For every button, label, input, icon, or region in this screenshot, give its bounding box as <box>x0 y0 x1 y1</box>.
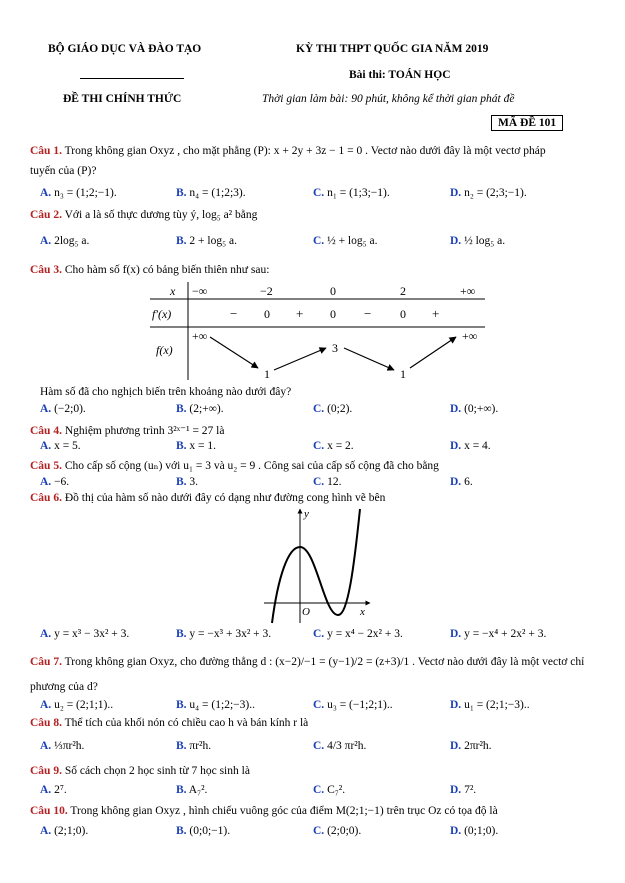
ministry-name: BỘ GIÁO DỤC VÀ ĐÀO TẠO <box>48 43 202 55</box>
vt-zero-3: 0 <box>400 307 406 321</box>
q10-option-a[interactable]: A. (2;1;0). <box>40 825 89 837</box>
exam-name: KỲ THI THPT QUỐC GIA NĂM 2019 <box>296 43 489 55</box>
vt-f-val-3: 3 <box>332 341 338 355</box>
graph-y-label: y <box>304 508 309 520</box>
vt-arrow-2 <box>274 348 326 370</box>
q10-option-c[interactable]: C. (2;0;0). <box>313 825 362 837</box>
q4-option-b[interactable]: B. x = 1. <box>176 440 217 452</box>
q9-option-c[interactable]: C. C₇². <box>313 784 346 796</box>
q1-option-b[interactable]: B. n₄ = (1;2;3). <box>176 187 246 199</box>
vt-x-pos-inf: +∞ <box>460 284 476 298</box>
vt-f-val-5: +∞ <box>462 329 478 343</box>
q5-option-d[interactable]: D. 6. <box>450 476 473 488</box>
q10-option-b[interactable]: B. (0;0;−1). <box>176 825 231 837</box>
vt-arrow-1 <box>210 337 258 368</box>
q3-option-a[interactable]: A. (−2;0). <box>40 403 86 415</box>
q8-option-d[interactable]: D. 2πr²h. <box>450 740 492 752</box>
q8-option-a[interactable]: A. ⅓πr²h. <box>40 740 85 752</box>
question-1-text: Trong không gian Oxyz , cho mặt phẳng (P): x + 2y + 3z − 1 = 0 . Vectơ nào dưới đây là một vectơ pháp <box>64 145 546 157</box>
q5-option-c[interactable]: C. 12. <box>313 476 342 488</box>
q4-option-c[interactable]: C. x = 2. <box>313 440 354 452</box>
vt-sign-1: − <box>230 306 238 321</box>
q6-option-c[interactable]: C. y = x⁴ − 2x² + 3. <box>313 628 403 640</box>
question-5: Câu 5. Cho cấp số cộng (uₙ) với u₁ = 3 và u₂ = 9 . Công sai của cấp số cộng đã cho bằng <box>30 460 439 472</box>
q3-option-b[interactable]: B. (2;+∞). <box>176 403 224 415</box>
vt-f-val-4: 1 <box>400 367 406 381</box>
q7-option-c[interactable]: C. u₃ = (−1;2;1).. <box>313 699 393 711</box>
q6-option-d[interactable]: D. y = −x⁴ + 2x² + 3. <box>450 628 547 640</box>
vt-x-0: 0 <box>330 284 336 298</box>
q2-option-c[interactable]: C. ½ + log₅ a. <box>313 235 378 247</box>
question-1: Câu 1. Trong không gian Oxyz , cho mặt phẳng (P): x + 2y + 3z − 1 = 0 . Vectơ nào dưới đây là một vectơ pháp <box>30 145 546 157</box>
q3-option-d[interactable]: D. (0;+∞). <box>450 403 499 415</box>
q1-option-a[interactable]: A. n₃ = (1;2;−1). <box>40 187 117 199</box>
question-2: Câu 2. Với a là số thực dương tùy ý, log₅ a² bằng <box>30 209 258 221</box>
question-7-text2: phương của d? <box>30 681 98 693</box>
q9-option-d[interactable]: D. 7². <box>450 784 477 796</box>
vt-f-val-2: 1 <box>264 367 270 381</box>
q6-option-b[interactable]: B. y = −x³ + 3x² + 3. <box>176 628 272 640</box>
vt-x-label: x <box>170 284 176 298</box>
question-7: Câu 7. Trong không gian Oxyz, cho đường thẳng d : (x−2)/−1 = (y−1)/2 = (z+3)/1 . Vectơ nào dưới đây là một vectơ chỉ <box>30 656 585 668</box>
official-label: ĐỀ THI CHÍNH THỨC <box>63 93 182 105</box>
q2-option-b[interactable]: B. 2 + log₅ a. <box>176 235 237 247</box>
question-9: Câu 9. Số cách chọn 2 học sinh từ 7 học sinh là <box>30 765 250 777</box>
q7-option-b[interactable]: B. u₄ = (1;2;−3).. <box>176 699 255 711</box>
question-3-text2: Hàm số đã cho nghịch biến trên khoảng nào dưới đây? <box>40 386 292 398</box>
vt-zero-2: 0 <box>330 307 336 321</box>
time-note: Thời gian làm bài: 90 phút, không kể thời gian phát đề <box>262 93 515 105</box>
question-8: Câu 8. Thể tích của khối nón có chiều cao h và bán kính r là <box>30 717 309 729</box>
q6-option-a[interactable]: A. y = x³ − 3x² + 3. <box>40 628 130 640</box>
q8-option-b[interactable]: B. πr²h. <box>176 740 212 752</box>
q5-option-b[interactable]: B. 3. <box>176 476 199 488</box>
q1-option-d[interactable]: D. n₂ = (2;3;−1). <box>450 187 527 199</box>
question-4: Câu 4. Nghiệm phương trình 3²ˣ⁻¹ = 27 là <box>30 425 225 437</box>
question-3: Câu 3. Cho hàm số f(x) có bảng biến thiên như sau: <box>30 264 270 276</box>
graph-origin-label: O <box>302 606 310 618</box>
graph-curve <box>272 509 360 623</box>
question-1-text2: tuyến của (P)? <box>30 165 97 177</box>
vt-x-neg-inf: −∞ <box>192 284 208 298</box>
vt-f-label: f(x) <box>156 343 173 357</box>
vt-f-val-1: +∞ <box>192 329 208 343</box>
q7-option-a[interactable]: A. u₂ = (2;1;1).. <box>40 699 114 711</box>
subject: Bài thi: TOÁN HỌC <box>349 69 451 81</box>
vt-x-minus2: −2 <box>260 284 273 298</box>
cubic-graph <box>262 507 374 625</box>
q4-option-d[interactable]: D. x = 4. <box>450 440 491 452</box>
vt-arrow-4 <box>410 337 456 368</box>
vt-arrow-3 <box>344 348 394 370</box>
q7-option-d[interactable]: D. u₁ = (2;1;−3).. <box>450 699 530 711</box>
vt-x-2: 2 <box>400 284 406 298</box>
q9-option-b[interactable]: B. A₇². <box>176 784 208 796</box>
q9-option-a[interactable]: A. 2⁷. <box>40 784 67 796</box>
q5-option-a[interactable]: A. −6. <box>40 476 70 488</box>
q3-option-c[interactable]: C. (0;2). <box>313 403 353 415</box>
vt-fprime-label: f′(x) <box>152 307 172 321</box>
question-10: Câu 10. Trong không gian Oxyz , hình chiếu vuông góc của điểm M(2;1;−1) trên trục Oz có tọa độ là <box>30 805 498 817</box>
graph-x-label: x <box>360 606 365 618</box>
vt-sign-3: − <box>364 306 372 321</box>
q2-option-d[interactable]: D. ½ log₅ a. <box>450 235 506 247</box>
q10-option-d[interactable]: D. (0;1;0). <box>450 825 499 837</box>
vt-sign-4: + <box>432 306 440 321</box>
q8-option-c[interactable]: C. 4/3 πr²h. <box>313 740 367 752</box>
q2-option-a[interactable]: A. 2log₅ a. <box>40 235 90 247</box>
exam-code: MÃ ĐỀ 101 <box>491 115 563 131</box>
q1-option-c[interactable]: C. n₁ = (1;3;−1). <box>313 187 390 199</box>
vt-sign-2: + <box>296 306 304 321</box>
variation-table <box>150 282 490 382</box>
vt-zero-1: 0 <box>264 307 270 321</box>
q4-option-a[interactable]: A. x = 5. <box>40 440 81 452</box>
question-6: Câu 6. Đồ thị của hàm số nào dưới đây có dạng như đường cong hình vẽ bên <box>30 492 386 504</box>
header-divider <box>80 78 184 79</box>
